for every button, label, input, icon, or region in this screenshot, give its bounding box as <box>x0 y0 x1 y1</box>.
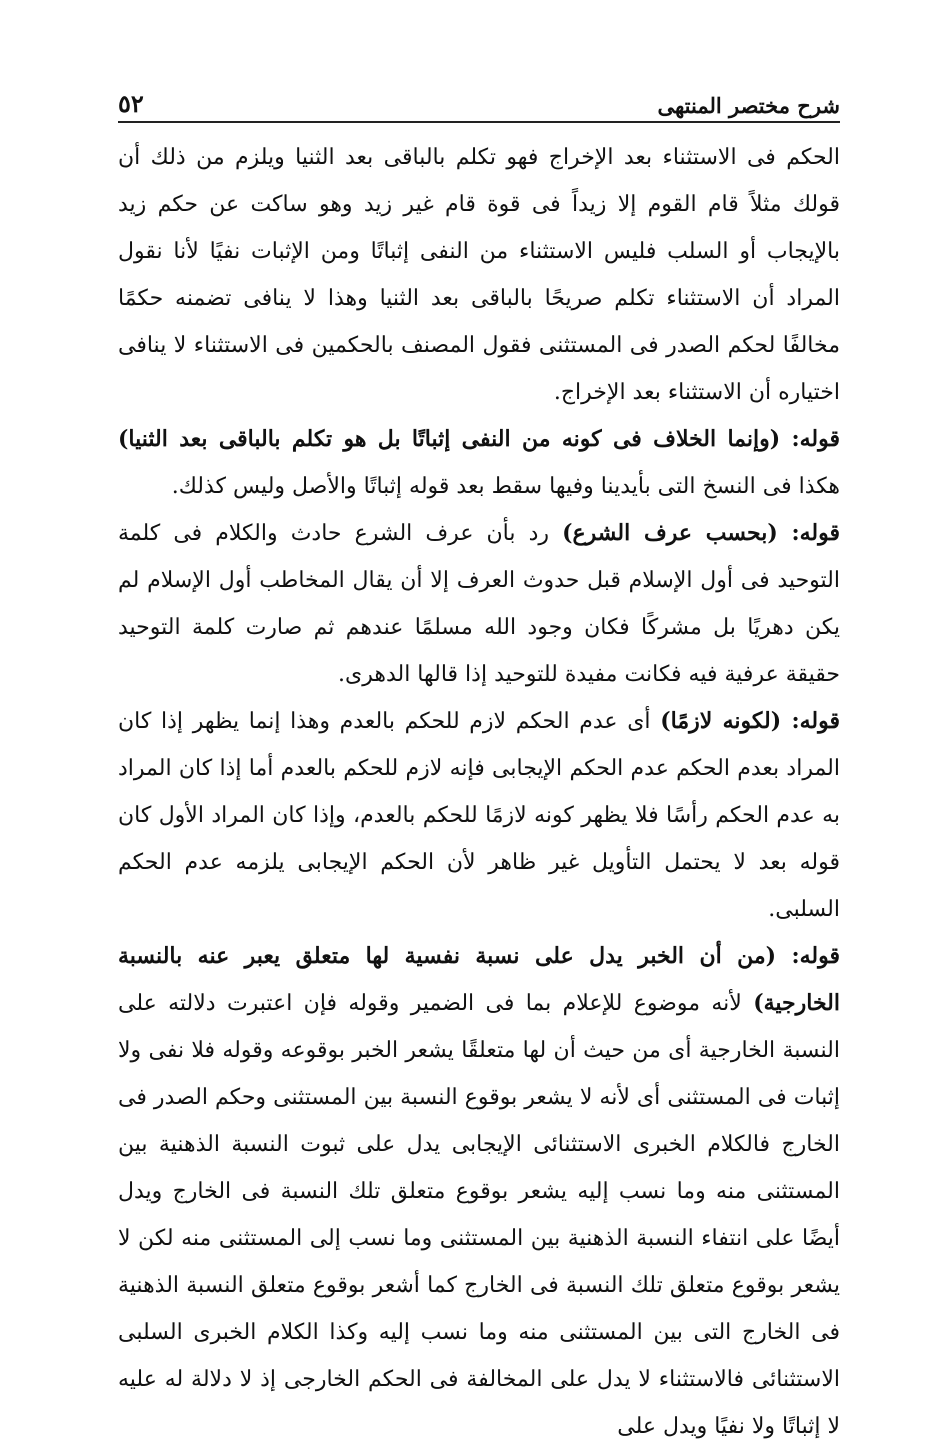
paragraph-text: هكذا فى النسخ التى بأيدينا وفيها سقط بعد قوله إثباتًا والأصل وليس كذلك. <box>171 474 840 499</box>
paragraph-lead: قوله: (بحسب عرف الشرع) <box>562 520 840 546</box>
header-rule <box>118 121 840 123</box>
paragraph <box>118 134 840 416</box>
paragraph-text: لأنه موضوع للإعلام بما فى الضمير وقوله فإن اعتبرت دلالته على النسبة الخارجية أى من حيث أن لها متعلقًا يشعر الخبر بوقوعه وقوله فلا نفى ولا إثبات فى المستثنى أى لأنه لا يشعر بوقوع النسبة بين المستثنى وحكم الصدر فى الخارج فالكلام الخبرى الاستثنائى الإيجابى يدل على ثبوت النسبة الذهنية بين المستثنى منه وما نسب إليه يشعر بوقوع متعلق تلك النسبة فى الخارج ويدل أيضًا على انتفاء النسبة الذهنية بين المستثنى وما نسب إلى المستثنى منه لكن لا يشعر بوقوع متعلق تلك النسبة فى الخارج كما أشعر بوقوع متعلق النسبة الذهنية فى الخارج التى بين المستثنى منه وما نسب إليه وكذا الكلام الخبرى السلبى الاستثنائى فالاستثناء لا يدل على المخالفة فى الحكم الخارجى إذ لا دلالة له عليه لا إثباتًا ولا نفيًا ويدل على <box>118 991 840 1439</box>
body-text <box>118 134 840 1450</box>
page-header <box>118 78 840 118</box>
paragraph <box>118 933 840 1450</box>
paragraph-lead: قوله: (من أن الخبر يدل على نسبة نفسية لها متعلق يعبر عنه بالنسبة الخارجية) <box>118 943 840 1016</box>
paragraph <box>118 698 840 933</box>
paragraph <box>118 510 840 698</box>
paragraph-text: أى عدم الحكم لازم للحكم بالعدم وهذا إنما يظهر إذا كان المراد بعدم الحكم عدم الحكم الإيجابى فإنه لازم للحكم بالعدم أما إذا كان المراد به عدم الحكم رأسًا فلا يظهر كونه لازمًا للحكم بالعدم، وإذا كان المراد الأول كان قوله بعد لا يحتمل التأويل غير ظاهر لأن الحكم الإيجابى يلزمه عدم الحكم السلبى. <box>118 709 840 922</box>
running-title: شرح مختصر المنتهى <box>657 93 840 118</box>
page-number: ٥٢ <box>118 89 144 118</box>
paragraph-lead: قوله: (وإنما الخلاف فى كونه من النفى إثباتًا بل هو تكلم بالباقى بعد الثنيا) <box>118 426 840 452</box>
paragraph-lead: قوله: (لكونه لازمًا) <box>660 708 840 734</box>
paragraph-text: رد بأن عرف الشرع حادث والكلام فى كلمة التوحيد فى أول الإسلام قبل حدوث العرف إلا أن يقال المخاطب أول الإسلام لم يكن دهريًا بل مشركًا فكان وجود الله مسلمًا عندهم ثم صارت كلمة التوحيد حقيقة عرفية فيه فكانت مفيدة للتوحيد إذا قالها الدهرى. <box>118 521 840 687</box>
paragraph-text: الحكم فى الاستثناء بعد الإخراج فهو تكلم بالباقى بعد الثنيا ويلزم من ذلك أن قولك مثلاً قام القوم إلا زيداً فى قوة قام غير زيد وهو ساكت عن حكم زيد بالإيجاب أو السلب فليس الاستثناء من النفى إثباتًا ومن الإثبات نفيًا لأنا نقول المراد أن الاستثناء تكلم صريحًا بالباقى بعد الثنيا وهذا لا ينافى تضمنه حكمًا مخالفًا لحكم الصدر فى المستثنى فقول المصنف بالحكمين فى الاستثناء لا ينافى اختياره أن الاستثناء بعد الإخراج. <box>118 145 840 405</box>
paragraph <box>118 416 840 510</box>
